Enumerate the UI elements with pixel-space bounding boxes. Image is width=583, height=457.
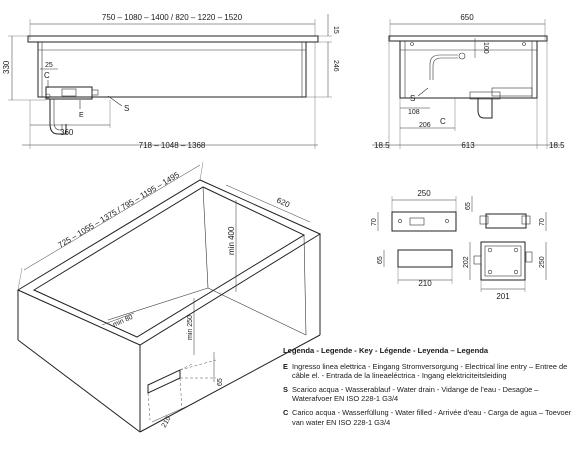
legend-text: Scarico acqua - Wasserablauf - Water drain - Vidange de l'eau - Desagüe – Waterafvoer EN ISO 228-1 G3/4 bbox=[292, 384, 539, 404]
front-dim-25: 25 bbox=[45, 62, 53, 69]
legend-text: Carico acqua - Wasserfüllung - Water filled - Arrivée d'eau - Carga de agua – Toevoer van water EN ISO 228-1 G3/4 bbox=[292, 407, 572, 427]
box-dim-202: 202 bbox=[463, 256, 470, 268]
side-width-650: 650 bbox=[460, 13, 474, 22]
legend-item-c bbox=[283, 408, 579, 427]
legend-text: Ingresso linea elettrica - Eingang Stromversorgung - Electrical line entry – Entree de câble el. - Entrada de la lineaeléctrica - Ingang elektriciteitsleiding bbox=[292, 361, 568, 381]
box-dim-201: 201 bbox=[496, 292, 510, 301]
front-dim-360: 360 bbox=[60, 128, 74, 137]
box-dim-70-a: 70 bbox=[371, 218, 378, 226]
box-dim-210: 210 bbox=[418, 279, 432, 288]
legend-item-s bbox=[283, 385, 579, 404]
box-width-250: 250 bbox=[417, 189, 431, 198]
front-view bbox=[2, 13, 339, 150]
iso-min-250: min 250 bbox=[187, 315, 194, 340]
legend-item-e bbox=[283, 362, 579, 381]
side-dim-108: 108 bbox=[408, 109, 420, 116]
side-view bbox=[372, 13, 565, 150]
side-dim-206: 206 bbox=[419, 122, 431, 129]
box-dim-250-side: 250 bbox=[539, 256, 546, 268]
side-label-c: C bbox=[440, 117, 446, 126]
front-label-c: C bbox=[44, 71, 50, 80]
front-label-s: S bbox=[124, 104, 130, 113]
iso-min-400: min 400 bbox=[227, 226, 236, 255]
front-dim-246: 246 bbox=[332, 60, 339, 72]
control-box-views bbox=[371, 189, 546, 301]
iso-depth-620: 620 bbox=[275, 195, 292, 210]
legend-title: Legenda - Legende - Key - Légende - Leyenda – Legenda bbox=[283, 346, 489, 355]
front-bottom-widths: 718 – 1048 – 1368 bbox=[138, 141, 206, 150]
front-top-widths: 750 – 1080 – 1400 / 820 – 1220 – 1520 bbox=[101, 13, 243, 22]
front-height-330: 330 bbox=[2, 60, 11, 74]
side-dim-613: 613 bbox=[461, 141, 475, 150]
legend-key: C bbox=[283, 407, 289, 417]
front-label-e: E bbox=[79, 112, 84, 119]
legend-key: E bbox=[283, 361, 288, 371]
iso-opening-65: 65 bbox=[217, 378, 224, 386]
side-dim-18-5-right: 18.5 bbox=[549, 141, 565, 150]
isometric-view bbox=[18, 162, 320, 432]
iso-min-80: min 80 bbox=[111, 313, 135, 329]
legend-key: S bbox=[283, 384, 288, 394]
side-label-s: S bbox=[410, 94, 416, 103]
legend bbox=[283, 346, 579, 431]
box-dim-65-b: 65 bbox=[377, 256, 384, 264]
box-dim-65: 65 bbox=[465, 202, 472, 210]
side-dim-18-5-left: 18.5 bbox=[374, 141, 390, 150]
box-dim-70-b: 70 bbox=[539, 218, 546, 226]
iso-lengths: 725 – 1055 – 1375 / 795 – 1195 – 1495 bbox=[56, 170, 181, 250]
side-dim-100: 100 bbox=[482, 42, 489, 54]
iso-opening-210: 210 bbox=[160, 415, 173, 429]
front-dim-15: 15 bbox=[332, 26, 339, 34]
